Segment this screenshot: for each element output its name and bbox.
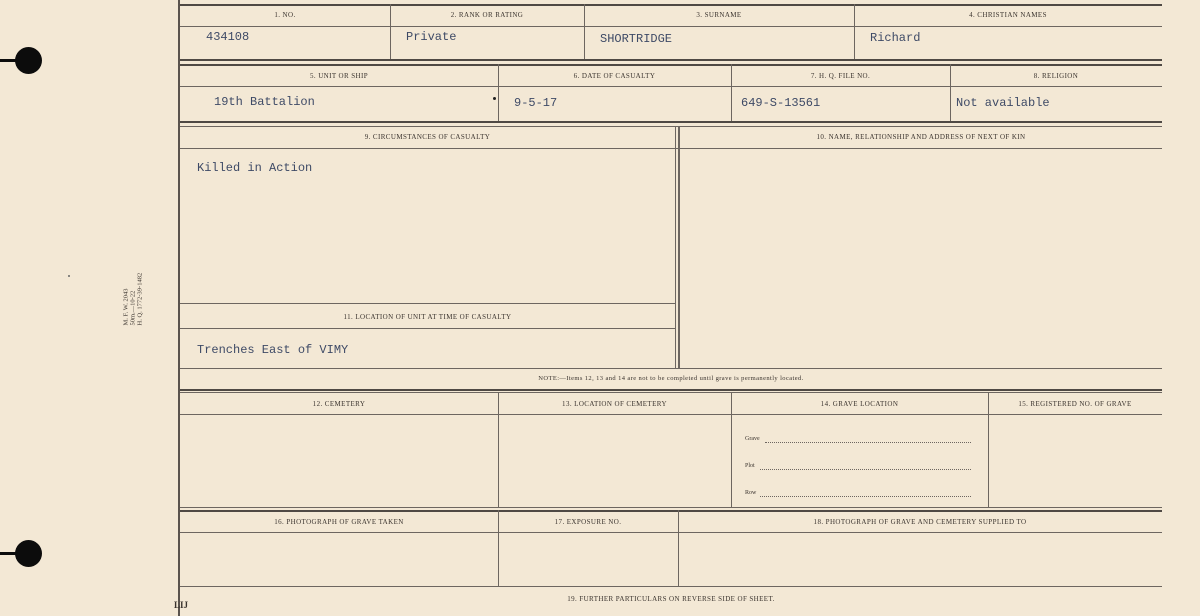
plot-field-line (760, 469, 971, 470)
footer-note: 19. FURTHER PARTICULARS ON REVERSE SIDE OF SHEET. (567, 595, 775, 603)
field-label-next-of-kin: 10. NAME, RELATIONSHIP AND ADDRESS OF NEXT OF KIN (816, 133, 1026, 141)
field-label-unit: 5. UNIT OR SHIP (310, 72, 368, 80)
plot-field-label: Plot (745, 463, 755, 469)
grave-field-line (765, 442, 971, 443)
row-field-label: Row (745, 490, 757, 496)
field-label-religion: 8. RELIGION (1033, 72, 1079, 80)
field-label-exposure: 17. EXPOSURE NO. (554, 518, 622, 526)
field-label-photo-taken: 16. PHOTOGRAPH OF GRAVE TAKEN (274, 518, 404, 526)
unit-value: 19th Battalion (214, 95, 315, 109)
field-label-rank: 2. RANK OR RATING (450, 11, 524, 19)
punch-hole-top (15, 47, 42, 74)
rank-value: Private (406, 30, 457, 44)
note-text: NOTE:—Items 12, 13 and 14 are not to be completed until grave is permanently located. (538, 375, 804, 382)
punch-hole-bottom (15, 540, 42, 567)
circumstances-value: Killed in Action (197, 161, 313, 175)
field-label-photo-supplied: 18. PHOTOGRAPH OF GRAVE AND CEMETERY SUPPLIED TO (813, 518, 1027, 526)
field-label-date: 6. DATE OF CASUALTY (573, 72, 656, 80)
location-unit-value: Trenches East of VIMY (197, 343, 349, 357)
date-value: 9-5-17 (514, 96, 558, 110)
christian-names-value: Richard (870, 31, 921, 45)
grave-field-label: Grave (745, 436, 760, 442)
surname-value: SHORTRIDGE (600, 32, 673, 46)
service-number: 434108 (206, 30, 250, 44)
field-label-circumstances: 9. CIRCUMSTANCES OF CASUALTY (364, 133, 491, 141)
field-label-registered-no: 15. REGISTERED NO. OF GRAVE (1018, 400, 1132, 408)
field-label-no: 1. NO. (274, 11, 296, 19)
field-label-file-no: 7. H. Q. FILE NO. (810, 72, 871, 80)
field-label-grave-location: 14. GRAVE LOCATION (820, 400, 899, 408)
file-no-value: 649-S-13561 (741, 96, 821, 110)
field-label-cemetery: 12. CEMETERY (312, 400, 366, 408)
row-field-line (760, 496, 971, 497)
field-label-surname: 3. SURNAME (696, 11, 742, 19)
form-identifier: M. F. W. 2043 50m.—10-22 H. Q. 1772-39-1482 (122, 272, 144, 326)
field-label-location-cemetery: 13. LOCATION OF CEMETERY (562, 400, 667, 408)
field-label-location-unit: 11. LOCATION OF UNIT AT TIME OF CASUALTY (343, 313, 512, 321)
corner-mark: LIJ (174, 600, 189, 610)
field-label-christian-names: 4. CHRISTIAN NAMES (969, 11, 1047, 19)
religion-value: Not available (956, 96, 1050, 110)
